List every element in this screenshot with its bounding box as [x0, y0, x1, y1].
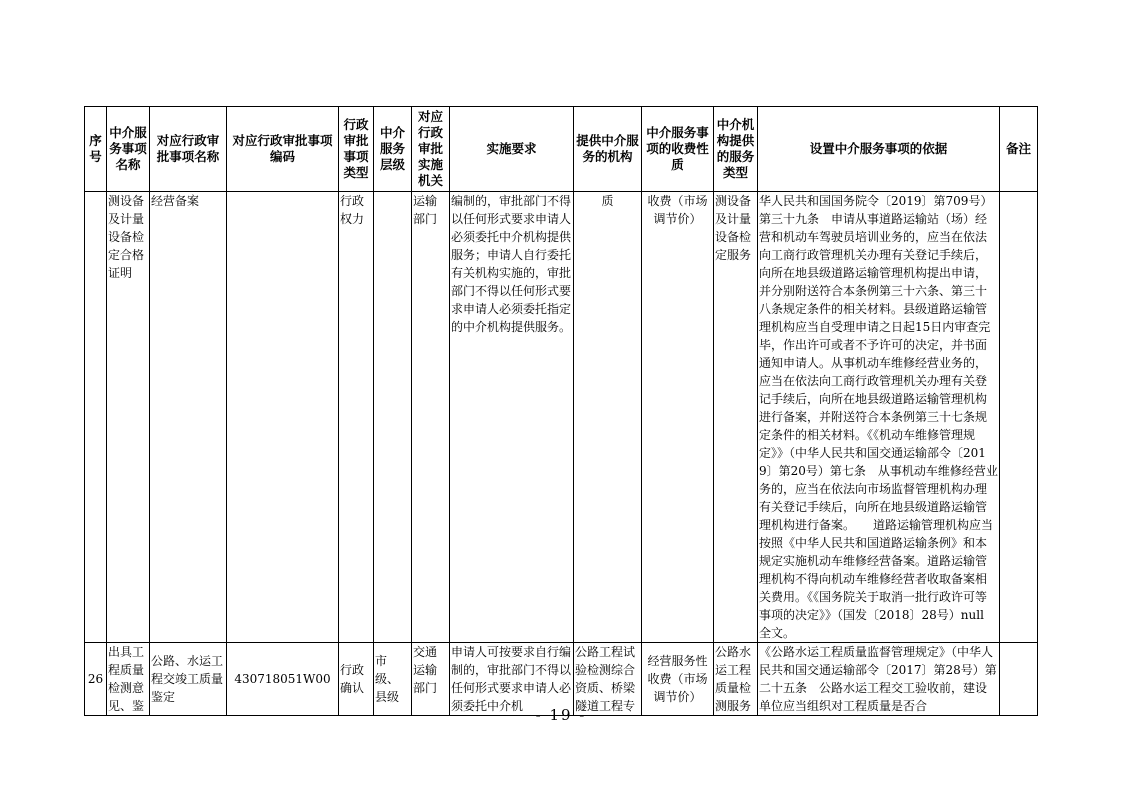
- header-approval-type: 行政审批事项类型: [339, 107, 374, 192]
- page-number: - 19 -: [535, 706, 587, 724]
- header-approval-code: 对应行政审批事项编码: [227, 107, 339, 192]
- header-provider-type: 中介机构提供的服务类型: [714, 107, 758, 192]
- header-remark: 备注: [1000, 107, 1038, 192]
- table-row: [85, 192, 1038, 643]
- header-fee-nature: 中介服务事项的收费性质: [642, 107, 714, 192]
- cell-approval-code: 430718051W00: [227, 643, 339, 716]
- cell-provider: 公路工程试验检测综合资质、桥梁隧道工程专: [574, 643, 642, 716]
- header-basis: 设置中介服务事项的依据: [758, 107, 1000, 192]
- cell-service-level: 市级、县级: [374, 643, 412, 716]
- table-header-row: [85, 107, 1038, 192]
- cell-seq: [85, 192, 107, 643]
- cell-service-name: 出具工程质量检测意见、鉴: [107, 643, 150, 716]
- cell-approval-name: 公路、水运工程交竣工质量鉴定: [150, 643, 227, 716]
- cell-service-level: [374, 192, 412, 643]
- cell-approval-type: 行政确认: [339, 643, 374, 716]
- cell-service-name: 测设备及计量设备检定合格证明: [107, 192, 150, 643]
- cell-approval-type: 行政权力: [339, 192, 374, 643]
- service-items-table: [84, 106, 1038, 716]
- cell-remark: [1000, 192, 1038, 643]
- header-service-level: 中介服务层级: [374, 107, 412, 192]
- cell-fee-nature: 收费（市场调节价）: [642, 192, 714, 643]
- header-approval-org: 对应行政审批实施机关: [412, 107, 450, 192]
- cell-approval-org: 交通运输部门: [412, 643, 450, 716]
- header-approval-name: 对应行政审批事项名称: [150, 107, 227, 192]
- header-service-name: 中介服务事项名称: [107, 107, 150, 192]
- header-provider: 提供中介服务的机构: [574, 107, 642, 192]
- cell-remark: [1000, 643, 1038, 716]
- cell-requirement: 申请人可按要求自行编制的，审批部门不得以任何形式要求申请人必须委托中介机: [450, 643, 574, 716]
- cell-fee-nature: 经营服务性收费（市场调节价）: [642, 643, 714, 716]
- cell-approval-name: 经营备案: [150, 192, 227, 643]
- cell-provider: 质: [574, 192, 642, 643]
- cell-approval-code: [227, 192, 339, 643]
- cell-seq: 26: [85, 643, 107, 716]
- table-row: [85, 643, 1038, 716]
- cell-provider-type: 测设备及计量设备检定服务: [714, 192, 758, 643]
- cell-basis: 《公路水运工程质量监督管理规定》（中华人民共和国交通运输部令〔2017〕第28号）第二十五条 公路水运工程交工验收前，建设单位应当组织对工程质量是否合: [758, 643, 1000, 716]
- cell-basis: 华人民共和国国务院令〔2019〕第709号）第三十九条 申请从事道路运输站（场）经营和机动车驾驶员培训业务的，应当在依法向工商行政管理机关办理有关登记手续后，向所在地县级道路运输管理机构提出申请，并分别附送符合本条例第三十六条、第三十八条规定条件的相关材料。县级道路运输管理机构应当自受理申请之日起15日内审查完毕，作出许可或者不予许可的决定，并书面通知申请人。从事机动车维修经营业务的，应当在依法向工商行政管理机关办理有关登记手续后，向所在地县级道路运输管理机构进行备案，并附送符合本条例第三十七条规定条件的相关材料。《《机动车维修管理规定》》（中华人民共和国交通运输部令〔2019〕第20号）第七条 从事机动车维修经营业务的，应当在依法向市场监督管理机构办理有关登记手续后，向所在地县级道路运输管理机构进行备案。 道路运输管理机构应当按照《中华人民共和国道路运输条例》和本规定实施机动车维修经营备案。道路运输管理机构不得向机动车维修经营者收取备案相关费用。《《国务院关于取消一批行政许可等事项的决定》》（国发〔2018〕28号）null 全文。: [758, 192, 1000, 643]
- cell-provider-type: 公路水运工程质量检测服务: [714, 643, 758, 716]
- header-seq: 序号: [85, 107, 107, 192]
- header-requirement: 实施要求: [450, 107, 574, 192]
- cell-approval-org: 运输部门: [412, 192, 450, 643]
- cell-requirement: 编制的，审批部门不得以任何形式要求申请人必须委托中介机构提供服务；申请人自行委托有关机构实施的，审批部门不得以任何形式要求申请人必须委托指定的中介机构提供服务。: [450, 192, 574, 643]
